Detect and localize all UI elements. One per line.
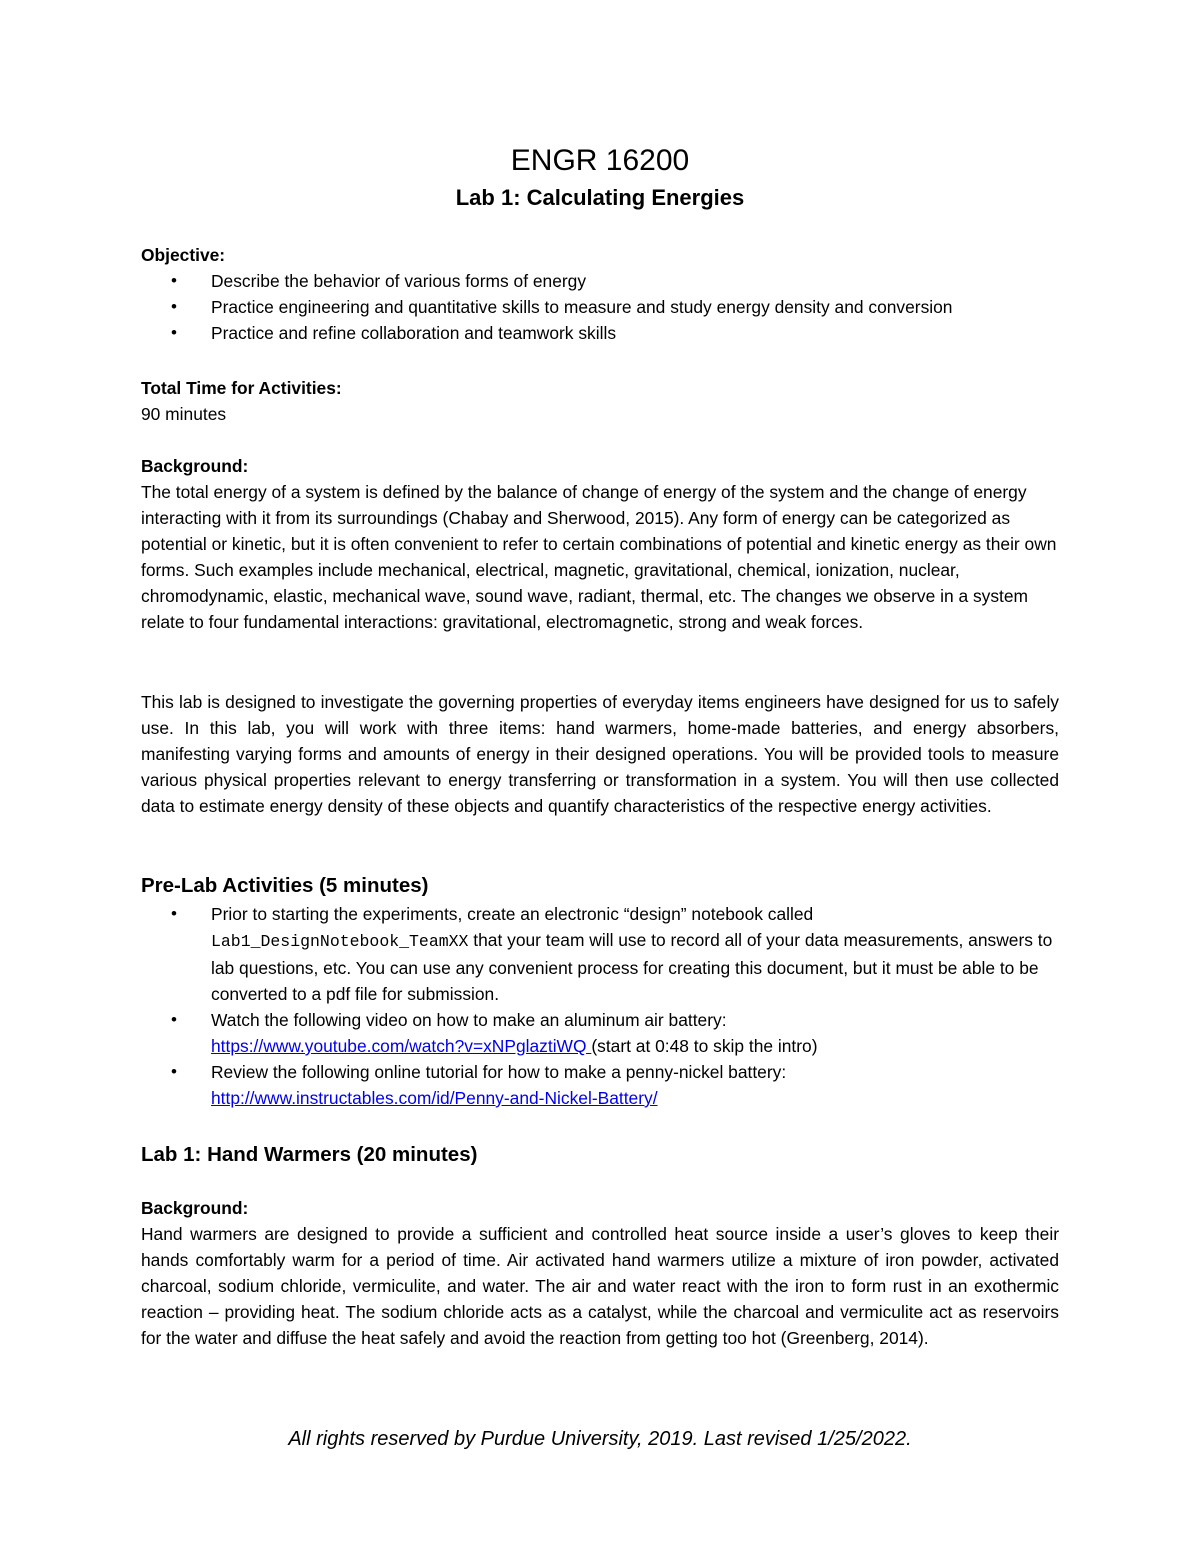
prelab-item-1-text: Prior to starting the experiments, create an electronic “design” notebook called (211, 904, 814, 924)
lab1-heading: Lab 1: Hand Warmers (20 minutes) (141, 1143, 478, 1166)
total-time-label: Total Time for Activities: (141, 378, 342, 398)
list-item: • Practice and refine collaboration and teamwork skills (141, 320, 1059, 346)
instructables-link[interactable]: http://www.instructables.com/id/Penny-and-Nickel-Battery/ (211, 1088, 658, 1108)
background-label: Background: (141, 456, 249, 476)
objective-list (141, 268, 1059, 346)
notebook-filename: Lab1_DesignNotebook_TeamXX (211, 932, 469, 951)
lab1-background (141, 1195, 1059, 1351)
lab1-background-label: Background: (141, 1198, 249, 1218)
background-paragraph-2: This lab is designed to investigate the governing properties of everyday items engineers have designed for us to safely use. In this lab, you will work with three items: hand warmers, home-made batteries, and energy absorbers, manifesting varying forms and amounts of energy in their designed operations. You will be provided tools to measure various physical properties relevant to energy transferring or transformation in a system. You will then use collected data to estimate energy density of these objects and quantify characteristics of the respective energy activities. (141, 692, 1059, 816)
youtube-link[interactable]: https://www.youtube.com/watch?v=xNPglaztiWQ (211, 1036, 592, 1056)
list-item (141, 1059, 1059, 1111)
prelab-item-1-rest: that your team will use to record all of your data measurements, answers to lab questions, etc. You can use any convenient process for creating this document, but it must be able to be converted to a pdf file for submission. (211, 930, 1053, 1004)
prelab-item-2-note: (start at 0:48 to skip the intro) (591, 1036, 818, 1056)
footer-copyright: All rights reserved by Purdue University, 2019. Last revised 1/25/2022. (288, 1428, 912, 1450)
lab1-section (141, 1140, 1059, 1170)
objective-label: Objective: (141, 245, 226, 265)
prelab-heading: Pre-Lab Activities (5 minutes) (141, 874, 429, 897)
objective-section (141, 242, 1059, 346)
course-title: ENGR 16200 (510, 144, 690, 177)
list-item: • Practice engineering and quantitative skills to measure and study energy density and conversion (141, 294, 1059, 320)
list-item (141, 1007, 1059, 1059)
background-section (141, 453, 1059, 635)
lab1-background-paragraph: Hand warmers are designed to provide a sufficient and controlled heat source inside a user’s gloves to keep their hands comfortably warm for a period of time. Air activated hand warmers utilize a mixture of iron powder, activated charcoal, sodium chloride, vermiculite, and water. The air and water react with the iron to form rust in an exothermic reaction – providing heat. The sodium chloride acts as a catalyst, while the charcoal and vermiculite act as reservoirs for the water and diffuse the heat safely and avoid the reaction from getting too hot (Greenberg, 2014). (141, 1224, 1059, 1348)
background-paragraph-2-block (141, 689, 1059, 819)
background-paragraph-1: The total energy of a system is defined by the balance of change of energy of the system and the change of energy interacting with it from its surroundings (Chabay and Sherwood, 2015). Any form of energy can be categorized as potential or kinetic, but it is often convenient to refer to certain combinations of potential and kinetic energy as their own forms. Such examples include mechanical, electrical, magnetic, gravitational, chemical, ionization, nuclear, chromodynamic, elastic, mechanical wave, sound wave, radiant, thermal, etc. The changes we observe in a system relate to four fundamental interactions: gravitational, electromagnetic, strong and weak forces. (141, 482, 1057, 632)
total-time-value: 90 minutes (141, 404, 227, 424)
prelab-item-3-text: Review the following online tutorial for how to make a penny-nickel battery: (211, 1062, 787, 1082)
prelab-list (141, 901, 1059, 1111)
total-time-section (141, 375, 1059, 427)
list-item: • Describe the behavior of various forms of energy (141, 268, 1059, 294)
list-item (141, 901, 1059, 1007)
prelab-item-2-text: Watch the following video on how to make an aluminum air battery: (211, 1010, 727, 1030)
lab-title: Lab 1: Calculating Energies (455, 185, 745, 210)
prelab-section (141, 871, 1059, 1111)
